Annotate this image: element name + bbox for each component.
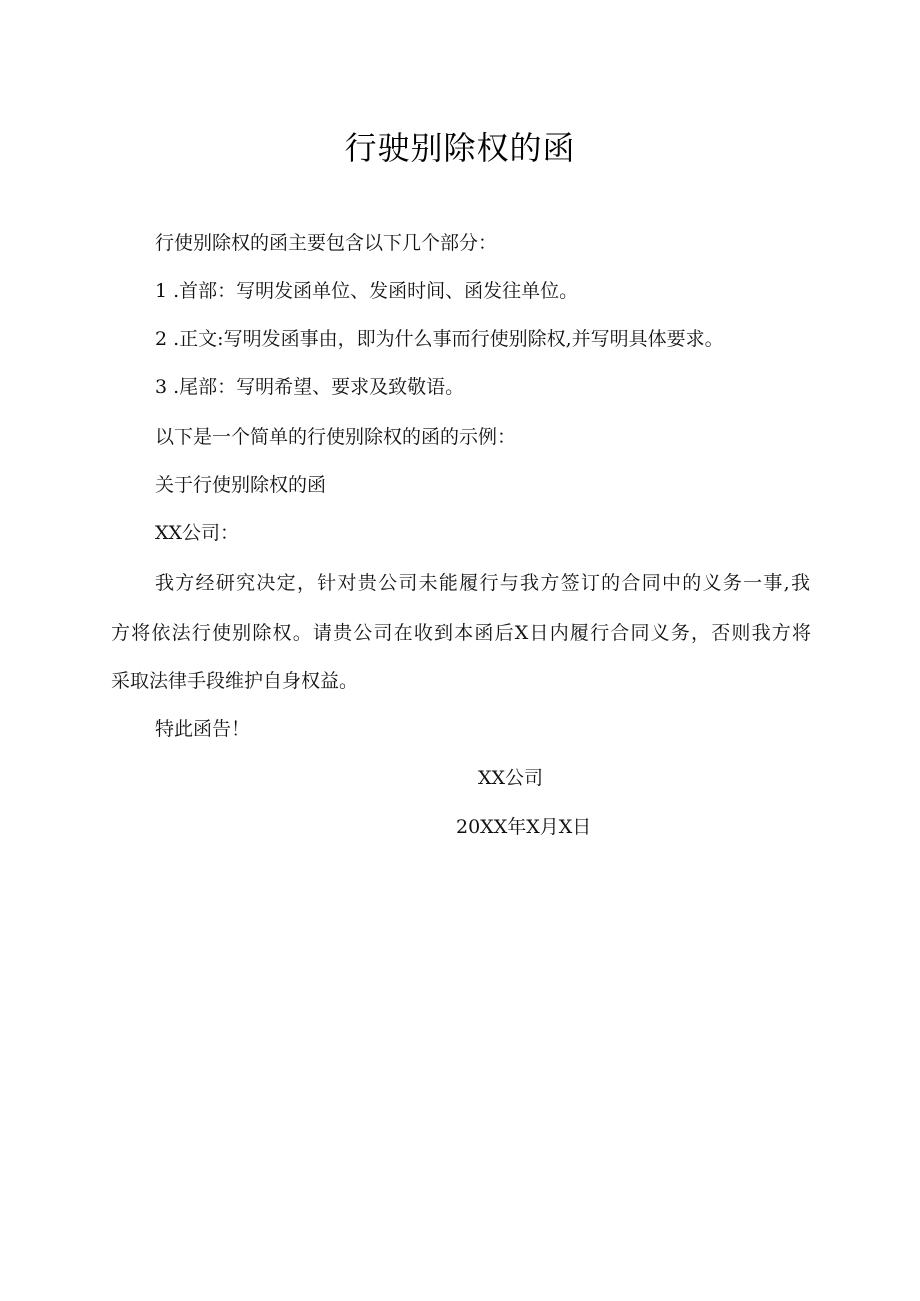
- example-intro: 以下是一个简单的行使别除权的函的示例：: [155, 426, 517, 448]
- letter-body-line-3: 采取法律手段维护自身权益。: [111, 670, 359, 692]
- letter-signature: XX公司: [478, 767, 544, 789]
- letter-closing: 特此函告！: [155, 718, 251, 740]
- part-item-3: 3 .尾部：写明希望、要求及致敬语。: [155, 376, 465, 398]
- intro-paragraph: 行使别除权的函主要包含以下几个部分：: [155, 232, 498, 254]
- part-item-2: 2 .正文:写明发函事由，即为什么事而行使别除权,并写明具体要求。: [155, 328, 724, 350]
- part-item-1: 1 .首部：写明发函单位、发函时间、函发往单位。: [155, 280, 579, 302]
- letter-salutation: XX公司：: [155, 522, 240, 544]
- document-title: 行驶别除权的函: [344, 129, 576, 167]
- letter-subject: 关于行使别除权的函: [155, 474, 327, 496]
- letter-body-line-1: 我方经研究决定，针对贵公司未能履行与我方签订的合同中的义务一事,我: [155, 572, 810, 594]
- letter-body-line-2: 方将依法行使别除权。请贵公司在收到本函后X日内履行合同义务，否则我方将: [111, 622, 811, 644]
- letter-date: 20XX年X月X日: [456, 816, 592, 838]
